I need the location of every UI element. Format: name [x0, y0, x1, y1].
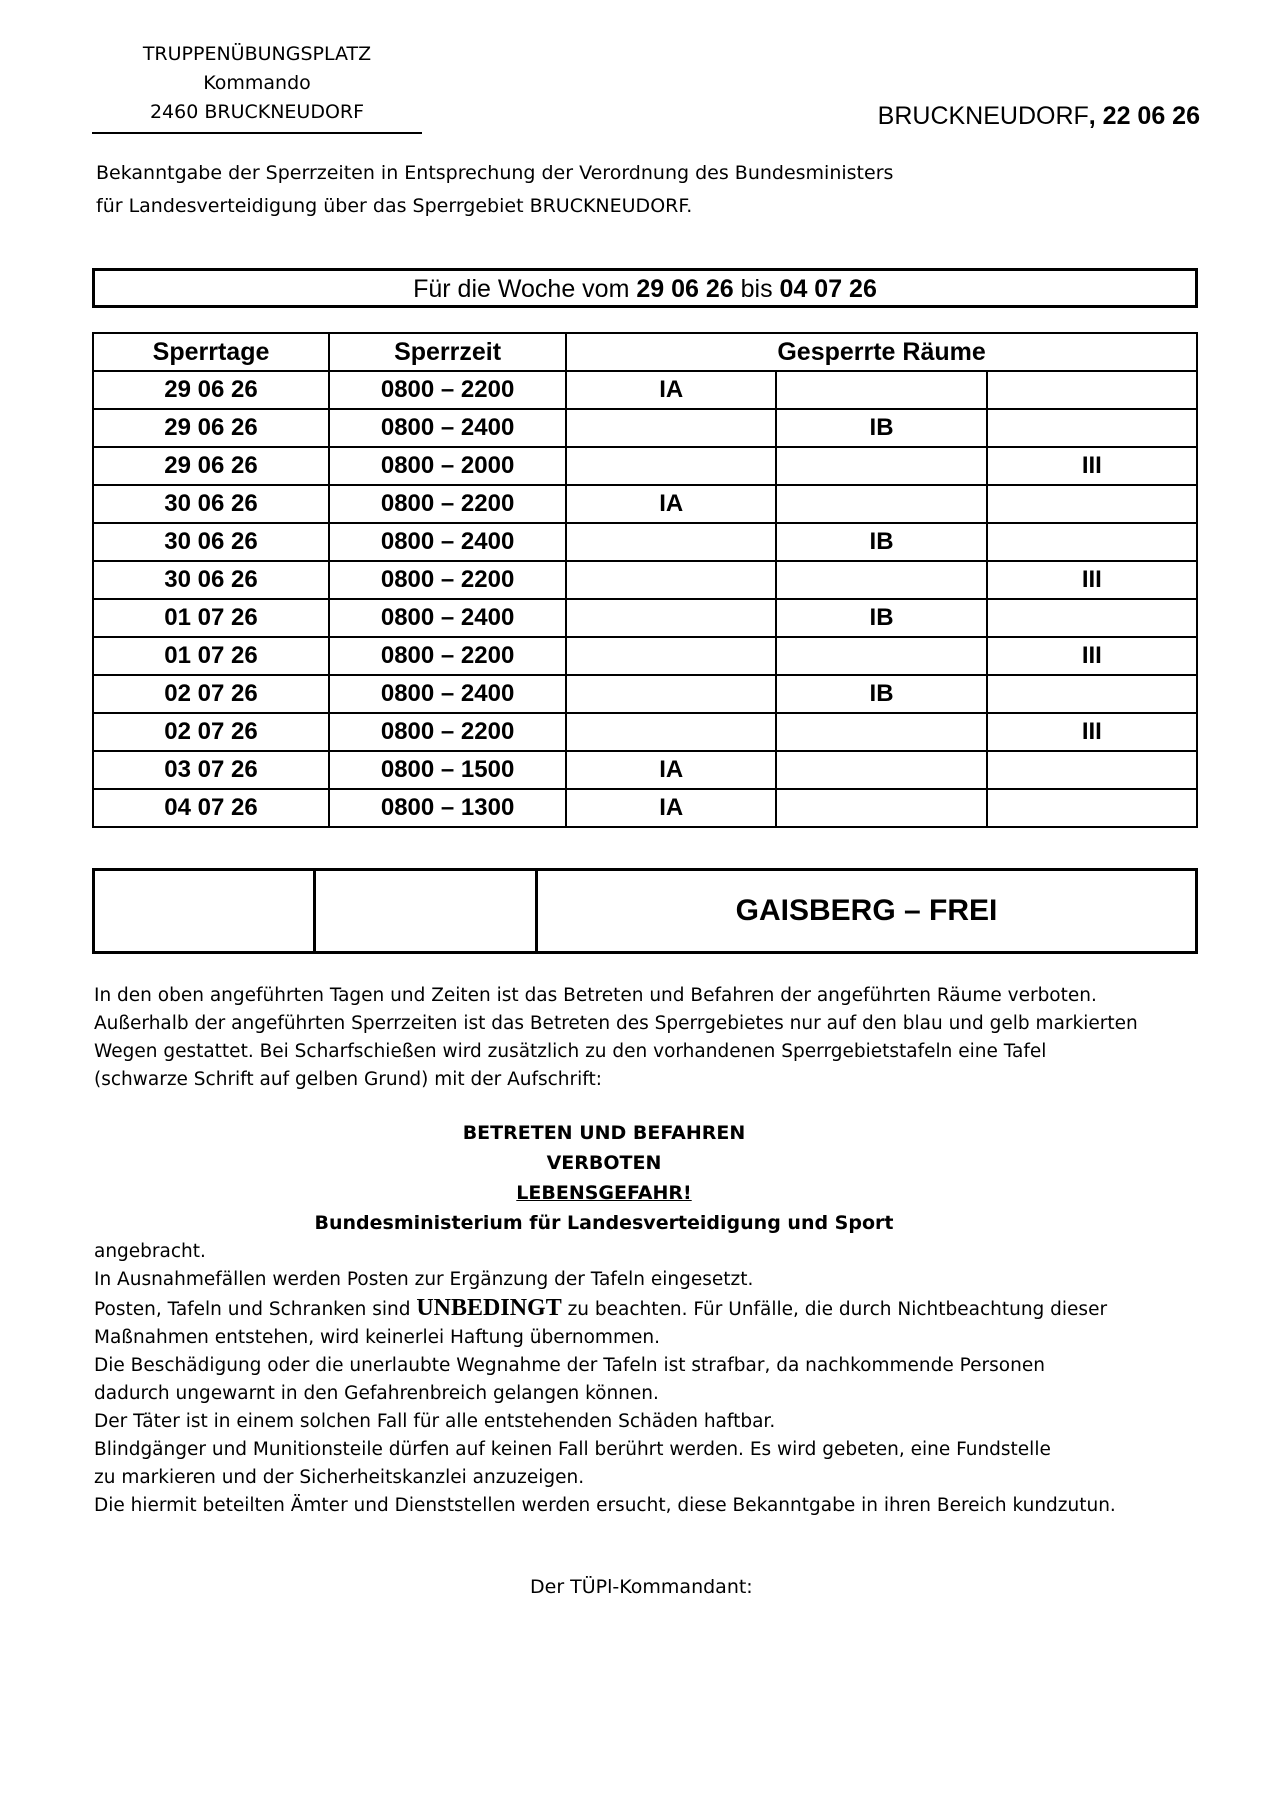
cell-area-2	[776, 485, 986, 523]
cell-area-3: III	[987, 561, 1197, 599]
body-line: angebracht.	[94, 1241, 206, 1262]
emphasis-unbedingt: UNBEDINGT	[416, 1295, 562, 1321]
cell-time: 0800 – 2400	[329, 675, 566, 713]
cell-area-1	[566, 447, 776, 485]
intro-text	[96, 157, 996, 223]
cell-area-1	[566, 713, 776, 751]
cell-area-2: IB	[776, 409, 986, 447]
sender-block	[92, 40, 422, 127]
cell-area-3	[987, 523, 1197, 561]
free-empty-cell	[315, 870, 537, 953]
cell-area-1	[566, 675, 776, 713]
cell-area-3	[987, 371, 1197, 409]
body-line: dadurch ungewarnt in den Gefahrenbreich gelangen können.	[94, 1383, 659, 1404]
cell-area-3: III	[987, 713, 1197, 751]
week-box	[92, 268, 1198, 308]
table-row	[93, 789, 1197, 827]
table-row	[93, 409, 1197, 447]
body-line: Die Beschädigung oder die unerlaubte Wegnahme der Tafeln ist strafbar, da nachkommende Personen	[94, 1355, 1045, 1376]
intro-line: für Landesverteidigung über das Sperrgebiet BRUCKNEUDORF.	[96, 195, 693, 217]
cell-date: 02 07 26	[93, 713, 329, 751]
body-line: Der Täter ist in einem solchen Fall für alle entstehenden Schäden haftbar.	[94, 1411, 776, 1432]
cell-area-3	[987, 599, 1197, 637]
cell-area-1: IA	[566, 751, 776, 789]
warning-line: BETRETEN UND BEFAHREN	[462, 1122, 746, 1144]
body-line: Maßnahmen entstehen, wird keinerlei Haftung übernommen.	[94, 1327, 660, 1348]
place: BRUCKNEUDORF	[877, 102, 1089, 130]
cell-time: 0800 – 2200	[329, 713, 566, 751]
body-line: zu markieren und der Sicherheitskanzlei anzuzeigen.	[94, 1467, 585, 1488]
cell-time: 0800 – 2400	[329, 599, 566, 637]
cell-time: 0800 – 2200	[329, 561, 566, 599]
cell-date: 29 06 26	[93, 371, 329, 409]
body-line: Blindgänger und Munitionsteile dürfen auf keinen Fall berührt werden. Es wird gebeten, eine Fundstelle	[94, 1439, 1051, 1460]
cell-date: 03 07 26	[93, 751, 329, 789]
sender-underline	[92, 132, 422, 134]
header-sperrtage: Sperrtage	[93, 333, 329, 371]
warning-lebensgefahr: LEBENSGEFAHR!	[516, 1182, 692, 1204]
cell-date: 30 06 26	[93, 561, 329, 599]
warning-ministry: Bundesministerium für Landesverteidigung und Sport	[314, 1212, 894, 1234]
week-vom: vom	[582, 275, 637, 303]
header-sperrzeit: Sperrzeit	[329, 333, 566, 371]
notice-line: (schwarze Schrift auf gelben Grund) mit der Aufschrift:	[94, 1069, 602, 1090]
cell-time: 0800 – 1500	[329, 751, 566, 789]
notice-line: Wegen gestattet. Bei Scharfschießen wird zusätzlich zu den vorhandenen Sperrgebietstafeln eine Tafel	[94, 1041, 1047, 1062]
notice-line: Außerhalb der angeführten Sperrzeiten ist das Betreten des Sperrgebietes nur auf den blau und gelb markierten	[94, 1013, 1138, 1034]
cell-date: 01 07 26	[93, 599, 329, 637]
sender-line: 2460 BRUCKNEUDORF	[149, 101, 365, 123]
cell-time: 0800 – 2200	[329, 485, 566, 523]
cell-area-2	[776, 561, 986, 599]
table-row	[93, 523, 1197, 561]
table-row	[93, 561, 1197, 599]
table-row	[93, 485, 1197, 523]
sender-line: TRUPPENÜBUNGSPLATZ	[142, 43, 372, 65]
body-line: Die hiermit beteilten Ämter und Dienststellen werden ersucht, diese Bekanntgabe in ihren Bereich kundzutun.	[94, 1495, 1116, 1516]
signature-label: Der TÜPl-Kommandant:	[530, 1576, 753, 1598]
header-gesperrte-raeume: Gesperrte Räume	[566, 333, 1197, 371]
cell-area-2	[776, 371, 986, 409]
cell-area-3: III	[987, 637, 1197, 675]
cell-area-2	[776, 713, 986, 751]
cell-area-2	[776, 637, 986, 675]
cell-date: 02 07 26	[93, 675, 329, 713]
cell-time: 0800 – 2400	[329, 523, 566, 561]
cell-area-1: IA	[566, 485, 776, 523]
table-row	[93, 637, 1197, 675]
cell-time: 0800 – 2200	[329, 371, 566, 409]
cell-area-3: III	[987, 447, 1197, 485]
cell-area-2	[776, 751, 986, 789]
table-header-row	[93, 333, 1197, 371]
cell-area-1	[566, 561, 776, 599]
sender-line: Kommando	[203, 72, 311, 94]
cell-area-2: IB	[776, 599, 986, 637]
cell-time: 0800 – 2200	[329, 637, 566, 675]
free-empty-cell	[94, 870, 315, 953]
body-line-part: Posten, Tafeln und Schranken sind	[94, 1299, 417, 1320]
cell-area-2: IB	[776, 523, 986, 561]
free-area-row	[94, 870, 1197, 953]
cell-area-3	[987, 675, 1197, 713]
cell-area-1	[566, 409, 776, 447]
cell-area-2: IB	[776, 675, 986, 713]
date: , 22 06 26	[1088, 102, 1200, 130]
cell-area-1: IA	[566, 371, 776, 409]
intro-line: Bekanntgabe der Sperrzeiten in Entsprechung der Verordnung des Bundesministers	[96, 162, 894, 184]
cell-area-1	[566, 599, 776, 637]
table-row	[93, 599, 1197, 637]
cell-date: 29 06 26	[93, 447, 329, 485]
warning-line: VERBOTEN	[546, 1152, 662, 1174]
cell-date: 01 07 26	[93, 637, 329, 675]
cell-date: 04 07 26	[93, 789, 329, 827]
table-row	[93, 371, 1197, 409]
body-text	[94, 1238, 1214, 1520]
week-bis: bis	[733, 275, 780, 303]
free-area-table	[92, 868, 1198, 954]
cell-area-3	[987, 789, 1197, 827]
cell-date: 29 06 26	[93, 409, 329, 447]
cell-area-3	[987, 409, 1197, 447]
cell-time: 0800 – 1300	[329, 789, 566, 827]
table-row	[93, 751, 1197, 789]
table-row	[93, 447, 1197, 485]
week-to: 04 07 26	[779, 275, 877, 303]
body-line-part: zu beachten. Für Unfälle, die durch Nichtbeachtung dieser	[561, 1299, 1108, 1320]
warning-sign-text	[94, 1118, 1114, 1238]
notice-text	[94, 982, 1214, 1094]
cell-area-1	[566, 523, 776, 561]
cell-time: 0800 – 2400	[329, 409, 566, 447]
cell-area-3	[987, 751, 1197, 789]
week-prefix: Für die Woche	[413, 275, 583, 303]
body-line: In Ausnahmefällen werden Posten zur Ergänzung der Tafeln eingesetzt.	[94, 1269, 754, 1290]
cell-area-1: IA	[566, 789, 776, 827]
cell-date: 30 06 26	[93, 523, 329, 561]
week-from: 29 06 26	[636, 275, 734, 303]
cell-date: 30 06 26	[93, 485, 329, 523]
notice-line: In den oben angeführten Tagen und Zeiten ist das Betreten und Befahren der angeführten Räume verboten.	[94, 985, 1097, 1006]
cell-area-2	[776, 447, 986, 485]
body-line	[94, 1294, 1214, 1324]
cell-area-2	[776, 789, 986, 827]
free-area-text: GAISBERG – FREI	[537, 870, 1197, 953]
schedule-table	[92, 332, 1198, 828]
table-row	[93, 675, 1197, 713]
table-row	[93, 713, 1197, 751]
cell-area-3	[987, 485, 1197, 523]
cell-area-1	[566, 637, 776, 675]
place-date	[878, 102, 1200, 131]
cell-time: 0800 – 2000	[329, 447, 566, 485]
